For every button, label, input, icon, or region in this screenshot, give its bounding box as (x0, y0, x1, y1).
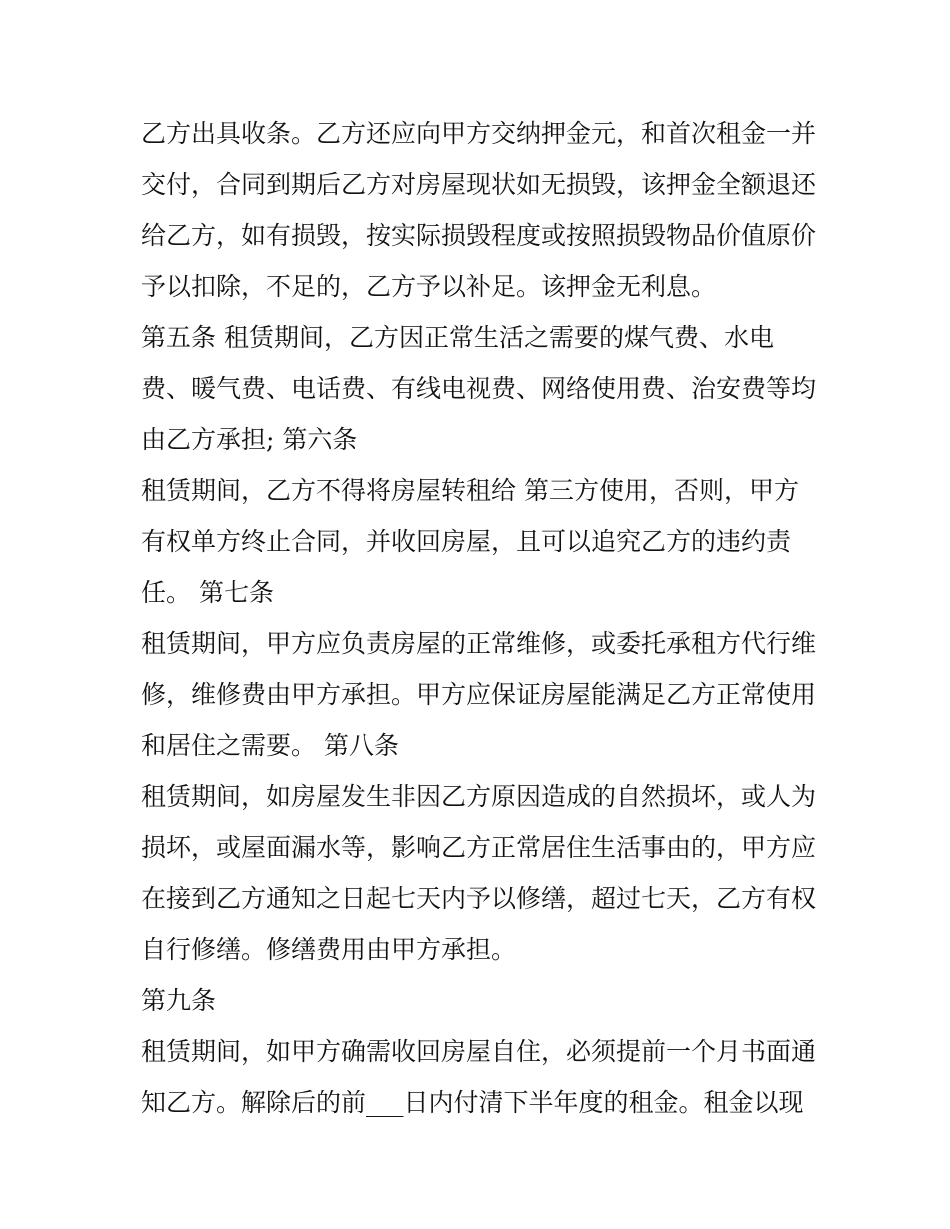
text-line: 租赁期间，如房屋发生非因乙方原因造成的自然损坏，或人为 (141, 782, 817, 811)
text-line: 修，维修费由甲方承担。甲方应保证房屋能满足乙方正常使用 (141, 680, 817, 709)
text-line: 有权单方终止合同，并收回房屋，且可以追究乙方的违约责 (141, 527, 792, 556)
article-5-line: 第五条 租赁期间，乙方因正常生活之需要的煤气费、水电 (141, 323, 774, 352)
text-line: 租赁期间，如甲方确需收回房屋自住，必须提前一个月书面通 (141, 1037, 817, 1066)
text-line: 给乙方，如有损毁，按实际损毁程度或按照损毁物品价值原价 (141, 221, 817, 250)
text-line: 交付，合同到期后乙方对房屋现状如无损毁，该押金全额退还 (141, 170, 817, 199)
article-8-heading-line: 和居住之需要。 第八条 (141, 731, 399, 760)
text-line: 租赁期间，乙方不得将房屋转租给 第三方使用，否则，甲方 (141, 476, 799, 505)
contract-body-text (141, 108, 821, 1128)
text-line: 费、暖气费、电话费、有线电视费、网络使用费、治安费等均 (141, 374, 817, 403)
text-line: 租赁期间，甲方应负责房屋的正常维修，或委托承租方代行维 (141, 629, 817, 658)
article-9-heading: 第九条 (141, 986, 217, 1015)
text-line: 予以扣除，不足的，乙方予以补足。该押金无利息。 (141, 272, 717, 301)
text-line: 知乙方。解除后的前___日内付清下半年度的租金。租金以现 (141, 1088, 804, 1117)
article-6-heading-line: 由乙方承担; 第六条 (141, 425, 358, 454)
text-line: 自行修缮。修缮费用由甲方承担。 (141, 935, 517, 964)
text-line: 在接到乙方通知之日起七天内予以修缮，超过七天，乙方有权 (141, 884, 817, 913)
text-line: 乙方出具收条。乙方还应向甲方交纳押金元，和首次租金一并 (141, 119, 817, 148)
text-line: 损坏，或屋面漏水等，影响乙方正常居住生活事由的，甲方应 (141, 833, 817, 862)
article-7-heading-line: 任。 第七条 (141, 578, 274, 607)
